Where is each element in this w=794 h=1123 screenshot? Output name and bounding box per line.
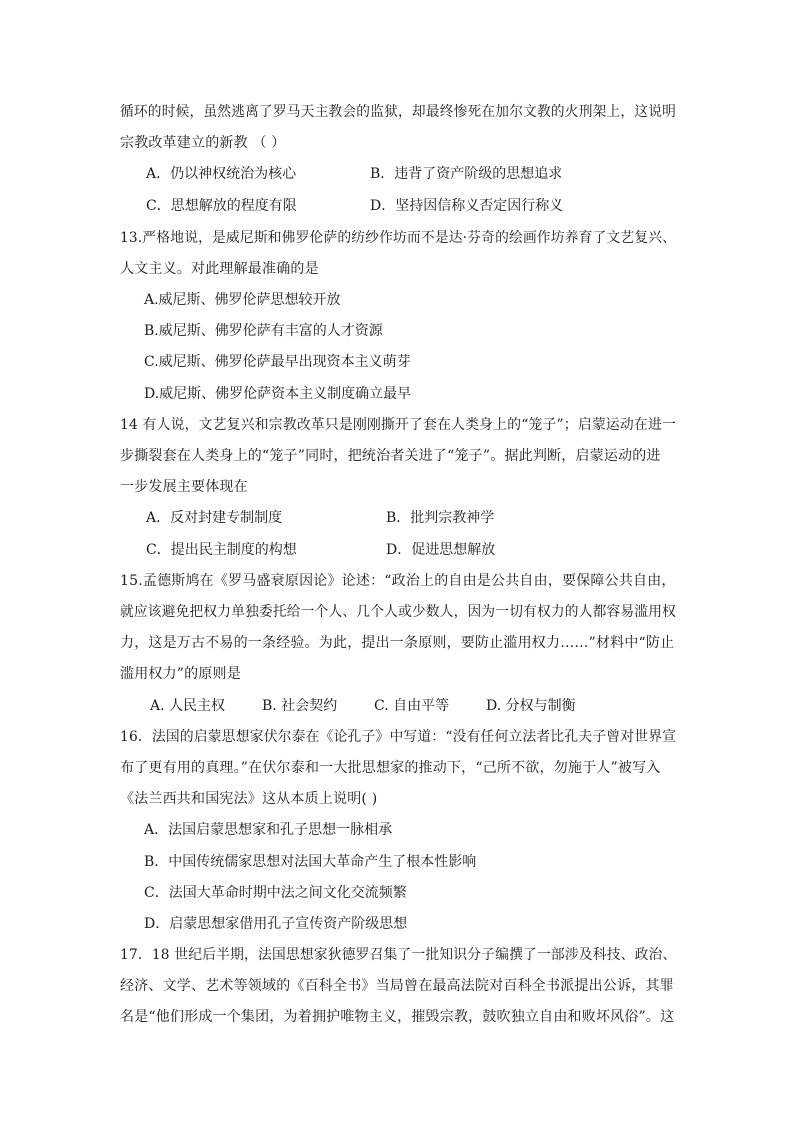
q13-option-c: C.威尼斯、佛罗伦萨最早出现资本主义萌芽 [144,354,411,370]
q17-stem-line-1: 17．18 世纪后半期，法国思想家狄德罗召集了一批知识分子编撰了一部涉及科技、政治、 [120,947,677,963]
q16-stem-line-2: 布了更有用的真理。”在伏尔泰和一大批思想家的推动下，“己所不欲，勿施于人”被写入 [120,760,661,776]
q16-option-a: A．法国启蒙思想家和孔子思想一脉相承 [144,822,393,838]
q16-option-d: D．启蒙思想家借用孔子宣传资产阶级思想 [144,916,408,932]
q15-stem-line-2: 就应该避免把权力单独委托给一个人、几个人或少数人，因为一切有权力的人都容易滥用权 [120,604,677,620]
q12-option-b: B．违背了资产阶级的思想追求 [370,166,563,182]
q14-stem-line-3: 一步发展主要体现在 [120,479,248,495]
q14-option-b: B．批判宗教神学 [386,510,495,526]
q15-option-d: D. 分权与制衡 [486,698,576,714]
q15-stem-line-1: 15.孟德斯鸠在《罗马盛衰原因论》论述：“政治上的自由是公共自由，要保障公共自由， [120,573,676,589]
q16-stem-line-3: 《法兰西共和国宪法》这从本质上说明( ) [120,791,378,807]
q12-option-c: C．思想解放的程度有限 [146,198,297,214]
q13-option-d: D.威尼斯、佛罗伦萨资本主义制度确立最早 [144,386,412,402]
q14-stem-line-1: 14 有人说，文艺复兴和宗教改革只是刚刚撕开了套在人类身上的“笼子”；启蒙运动在进一 [120,417,677,433]
q16-stem-line-1: 16．法国的启蒙思想家伏尔泰在《论孔子》中写道：“没有任何立法者比孔夫子曾对世界宣 [120,729,677,745]
q14-option-a: A．反对封建专制制度 [146,510,283,526]
q15-option-c: C. 自由平等 [374,698,450,714]
q12-stem-line-2: 宗教改革建立的新教 （ ） [120,135,286,151]
q16-option-b: B．中国传统儒家思想对法国大革命产生了根本性影响 [144,854,477,870]
q17-stem-line-2: 经济、文学、艺术等领域的《百科全书》当局曾在最高法院对百科全书派提出公诉，其罪 [120,978,674,994]
q12-option-d: D．坚持因信称义否定因行称义 [370,198,564,214]
q14-option-d: D．促进思想解放 [386,542,496,558]
q15-option-b: B. 社会契约 [262,698,338,714]
q12-stem-line-1: 循环的时候，虽然逃离了罗马天主教会的监狱，却最终惨死在加尔文教的火刑架上，这说明 [120,104,677,120]
q15-stem-line-3: 力，这是万古不易的一条经验。为此，提出一条原则，要防止滥用权力……”材料中“防止 [120,635,675,651]
q17-stem-line-3: 名是“他们形成一个集团，为着拥护唯物主义，摧毁宗教，鼓吹独立自由和败坏风俗”。这 [120,1009,675,1025]
q16-option-c: C．法国大革命时期中法之间文化交流频繁 [144,885,407,901]
q13-option-b: B.威尼斯、佛罗伦萨有丰富的人才资源 [144,323,383,339]
q14-option-c: C．提出民主制度的构想 [146,542,297,558]
q12-option-a: A．仍以神权统治为核心 [146,166,297,182]
q14-stem-line-2: 步撕裂套在人类身上的“笼子”同时，把统治者关进了“笼子”。据此判断，启蒙运动的进 [120,448,661,464]
q13-option-a: A.威尼斯、佛罗伦萨思想较开放 [144,292,341,308]
q13-stem-line-2: 人文主义。对此理解最准确的是 [120,261,319,277]
q15-option-a: A. 人民主权 [150,698,226,714]
q13-stem-line-1: 13.严格地说，是威尼斯和佛罗伦萨的纺纱作坊而不是达·芬奇的绘画作坊养育了文艺复兴、 [120,230,677,246]
q15-stem-line-4: 滥用权力”的原则是 [120,666,241,682]
